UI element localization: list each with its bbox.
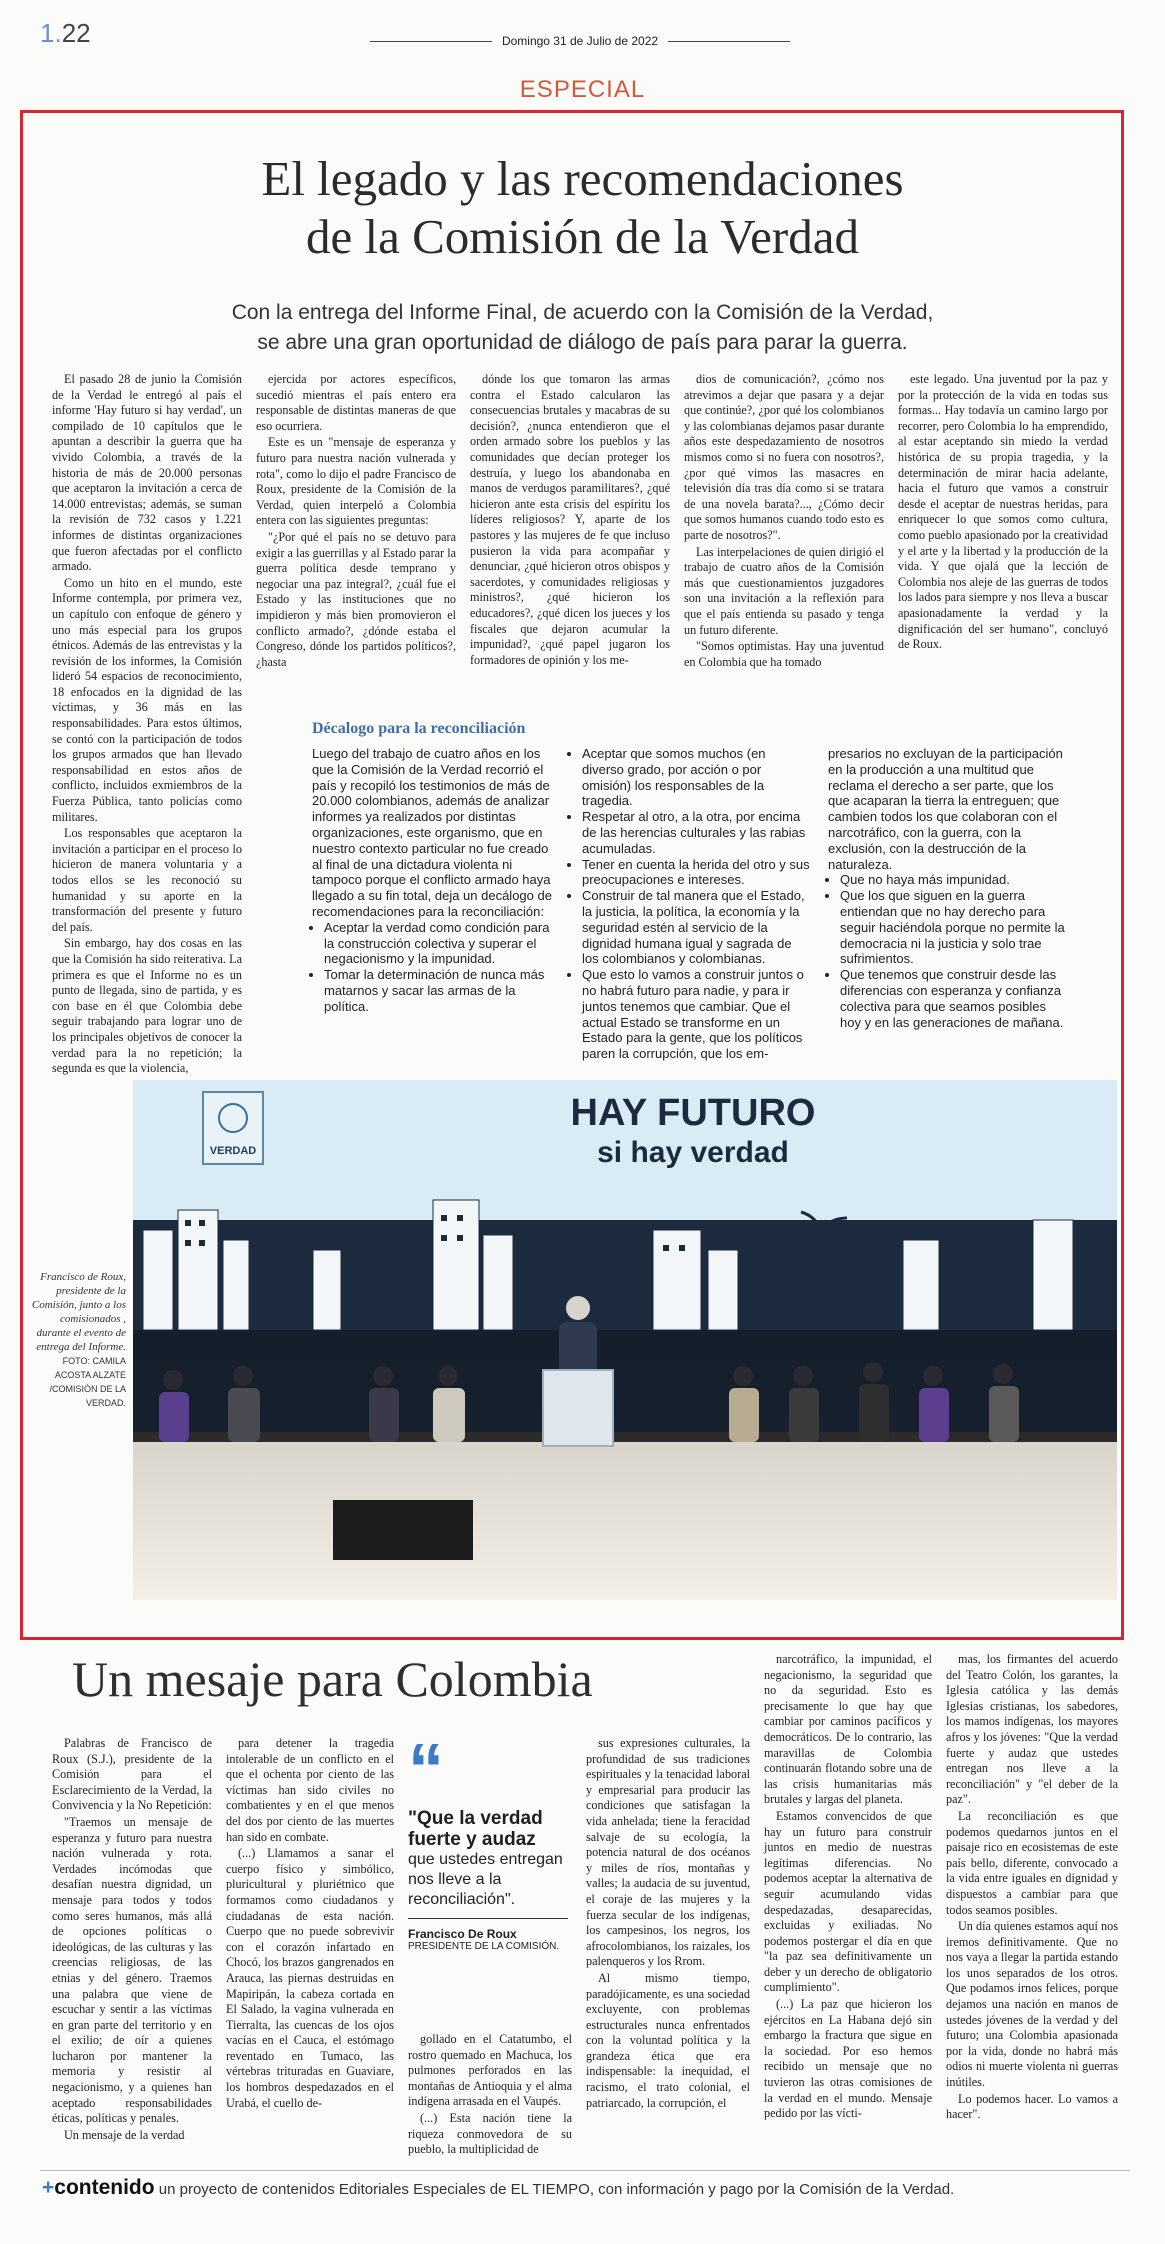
paragraph: Un día quienes estamos aquí nos iremos definitivamente. Que no nos vaya a llegar la partida estando los unos separados de los otros. Que podamos irnos felices, porque dejamos una nación en manos de ustedes jóvenes de la verdad y del futuro; una Colombia apasionada por la vida, donde no habrá más odios ni muerte violenta ni guerras inútiles. (946, 1919, 1118, 2090)
banner-line-1: HAY FUTURO (570, 1092, 816, 1134)
quote-author-role: PRESIDENTE DE LA COMISIÓN. (408, 1941, 560, 1952)
quote-mark-icon: “ (408, 1730, 444, 1810)
date-rule-right (668, 41, 790, 42)
paragraph: La reconciliación es que podemos quedarnos juntos en el paisaje rico en ecosistemas de este país bello, diferente, convocado a la vida entre iguales en dignidad y dispuestos a cambiar para que todos seamos posibles. (946, 1808, 1118, 1917)
main-headline (0, 150, 1165, 266)
paragraph: (...) La paz que hicieron los ejércitos en La Habana dejó sin embargo la fractura que sigue en la sociedad. Por eso hemos recibido un mensaje que no tuvieron las otras comisiones de la verdad en el mundo. Mensaje pedido por las vícti- (764, 1997, 932, 2121)
decalogo-title: Décalogo para la reconciliación (312, 720, 526, 737)
paragraph: mas, los firmantes del acuerdo del Teatro Colón, los garantes, la Iglesia católica y las demás Iglesias cristianas, los sabedores, los mamos indígenas, los mayores afros y los jóvenes: "Que la verdad fuerte y audaz que ustedes entregan nos lleve a la reconciliación" y "el deber de la paz". (946, 1652, 1118, 1807)
pull-quote (408, 1730, 568, 1952)
photo-credit: FOTO: CAMILA ACOSTA ALZATE /COMISIÓN DE LA VERDAD. (49, 1356, 126, 1408)
issue-date: Domingo 31 de Julio de 2022 (501, 34, 659, 48)
paragraph: dios de comunicación?, ¿cómo nos atrevimos a dejar que pasara y a dejar que continúe?, ¿por qué los colombianos y las colombianas dejamos pasar durante años este despedazamiento de nosotros mismos como si no fuera con nosotros?, ¿por qué vimos las masacres en televisión día tras día como si se tratara de una novela barata?..., ¿Cómo decir que somos humanos cuando todo esto es parte de nosotros?". (684, 372, 884, 542)
paragraph: ejercida por actores específicos, sucedió mientras el país entero era responsable de distintas maneras de que eso ocurriera. (256, 372, 456, 433)
headline-line-2: de la Comisión de la Verdad (306, 209, 859, 264)
paragraph: Estamos convencidos de que hay un futuro para construir juntos en medio de nuestras legítimas diferencias. No podemos aceptar la alternativa de seguir acumulando vidas despedazadas, desaparecidas, excluidas y exiliadas. No podemos postergar el día en que "la paz sea definitivamente un deber y un derecho de obligatorio cumplimiento". (764, 1808, 932, 1995)
decalogo-item: • Que los que siguen en la guerra entiendan que no hay derecho para seguir haciéndola porque no permite la democracia ni la justicia y solo trae sufrimientos. (840, 888, 1068, 967)
paragraph: (...) Esta nación tiene la riqueza conmovedora de su pueblo, la multiplicidad de (408, 2110, 572, 2157)
podium (543, 1370, 613, 1446)
footer-rule (40, 2170, 1130, 2171)
article1-column-4 (684, 372, 884, 671)
decalogo-column-1 (312, 746, 552, 1015)
paragraph: gollado en el Catatumbo, el rostro quemado en Machuca, los pulmones perforados en las montañas de Antioquia y el alma indígena arrasada en el Vaupés. (408, 2032, 572, 2109)
paragraph: Lo podemos hacer. Lo vamos a hacer". (946, 2091, 1118, 2122)
paragraph: (...) Llamamos a sanar el cuerpo físico y simbólico, pluricultural y pluriétnico que formamos como ciudadanos y ciudadanas de esta nación. Cuerpo que no puede sobrevivir con el corazón infartado en Chocó, los brazos gangrenados en Arauca, las piernas destruidas en Mapiripán, la cabeza cortada en El Salado, la vagina vulnerada en Tierralta, las cuencas de los ojos vacías en el Cauca, el estómago reventado en Tumaco, las vértebras trituradas en Guaviare, los hombros despedazados en el Urabá, el cuello de- (226, 1846, 394, 2110)
paragraph: narcotráfico, la impunidad, el negacionismo, la seguridad que no da seguridad. Esto es precisamente lo que hay que cambiar por caminos pacíficos y democráticos. De lo contrario, las maravillas de Colombia continuarán flotando sobre una de las crisis humanitarias más brutales y largas del planeta. (764, 1652, 932, 1807)
article2-column-2b (408, 2032, 572, 2159)
footer (42, 2176, 1132, 2200)
article2-column-3 (586, 1736, 750, 2112)
decalogo-column-2 (570, 746, 810, 1062)
paragraph: "Traemos un mensaje de esperanza y futuro para nuestra nación vulnerada y rota. Verdades incómodas que desafían nuestra dignidad, un mensaje para todos y todos como seres humanos, más allá de opciones políticas o ideológicas, de las culturas y las creencias religiosas, de las etnias y del género. Traemos una palabra que viene de escuchar y sentir a las víctimas en gran parte del territorio y en el exilio; de oír a quienes lucharon por mantener la memoria y resistir al negacionismo, y a quienes han aceptado responsabilidades éticas, políticas y penales. (52, 1814, 212, 2126)
headline-line-1: El legado y las recomendaciones (261, 151, 904, 206)
deck-line-2: se abre una gran oportunidad de diálogo de país para parar la guerra. (257, 331, 908, 354)
paragraph: Al mismo tiempo, paradójicamente, es una sociedad excluyente, con problemas estructurales nunca enfrentados con la voluntad política y la grandeza ética que era indispensable: la inequidad, el racismo, el trato colonial, el patriarcado, la corrupción, el (586, 1970, 750, 2110)
deck-line-1: Con la entrega del Informe Final, de acuerdo con la Comisión de la Verdad, (231, 301, 934, 324)
decalogo-item: • Aceptar que somos muchos (en diverso grado, por acción o por omisión) los responsables de la tragedia. (582, 746, 810, 809)
decalogo-item: • Que tenemos que construir desde las diferencias con esperanza y confianza colectiva para que seamos posibles hoy y en las generaciones de mañana. (840, 967, 1068, 1030)
deck (0, 298, 1165, 358)
paragraph: Este es un "mensaje de esperanza y futuro para nuestra nación vulnerada y rota", como lo dijo el padre Francisco de Roux, presidente de la Comisión de la Verdad, quien interpeló a Colombia entera con las siguientes preguntas: (256, 435, 456, 528)
second-headline: Un mesaje para Colombia (72, 1651, 593, 1707)
decalogo-item: • Aceptar la verdad como condición para la construcción colectiva y superar el negacionismo y la impunidad. (324, 920, 552, 967)
decalogo-column-3 (828, 746, 1068, 1030)
article2-column-4 (764, 1652, 932, 2123)
article1-column-1 (52, 372, 242, 1078)
section-label: ESPECIAL (519, 76, 646, 103)
paragraph: Los responsables que aceptaron la invitación a participar en el proceso lo hicieron de manera voluntaria y a todos ellos se les reconoció su humanidad y su aporte en la transformación del presente y futuro del país. (52, 826, 242, 934)
brand-word: contenido (54, 2176, 155, 2199)
footer-text: un proyecto de contenidos Editoriales Especiales de EL TIEMPO, con información y pago por la Comisión de la Verdad. (158, 2181, 955, 2198)
quote-bold-text: "Que la verdad fuerte y audaz (408, 1808, 543, 1850)
article1-column-2 (256, 372, 456, 671)
quote-author: Francisco De Roux (408, 1927, 517, 1941)
banner-line-2: si hay verdad (597, 1136, 789, 1169)
stage-floor (133, 1440, 1117, 1600)
paragraph: El pasado 28 de junio la Comisión de la Verdad le entregó al país el informe 'Hay futuro si hay verdad', un compilado de 10 capítulos que le apuntan a describir la guerra que ha vivido Colombia, a través de la historia de más de 20.000 personas que aceptaron la invitación a cerca de 14.000 entrevistas; además, se suman la revisión de 732 casos y 1.221 informes de distintas organizaciones que fueron afectadas por el conflicto armado. (52, 372, 242, 574)
article2-column-2 (226, 1736, 394, 2112)
paragraph: Las interpelaciones de quien dirigió el trabajo de cuatro años de la Comisión más que cuestionamientos juzgadores son una invitación a la reflexión para que el país entienda su pasado y tenga un futuro diferente. (684, 544, 884, 637)
decalogo-continuation: presarios no excluyan de la participación en la producción a una multitud que reclama el derecho a ser parte, que los que acaparan la tierra la entreguen; que cambien todos los que colaboran con el narcotráfico, con la guerra, con la exclusión, con la destrucción de la naturaleza. (828, 746, 1063, 872)
plus-icon: + (42, 2176, 55, 2199)
decalogo-item: • Respetar al otro, a la otra, por encima de las herencias culturales y las rabias acumuladas. (582, 809, 810, 856)
paragraph: "Somos optimistas. Hay una juventud en Colombia que ha tomado (684, 639, 884, 669)
stage-monitor (333, 1500, 473, 1560)
decalogo-item: • Construir de tal manera que el Estado, la justicia, la política, la economía y la seguridad estén al servicio de la dignidad humana igual y sagrada de los colombianos y colombianas. (582, 888, 810, 967)
article1-column-3 (470, 372, 670, 669)
paragraph: este legado. Una juventud por la paz y por la protección de la vida en todas sus formas... Hay todavía un camino largo por recorrer, pero Colombia lo ha emprendido, al estar aceptando sin miedo la verdad histórica de su propia tragedia, y la determinación de mirar hacia adelante, hacia el futuro que vamos a construir desde el aceptar de nuestras heridas, para enriquecer lo que somos como cultura, como pueblo apasionado por la creatividad y el arte y la libertad y la producción de la vida. Y que ojalá que la lección de Colombia nos aleje de las guerras de todos los lados para siempre y nos lleva a buscar apasionadamente la verdad y la dignificación del ser humano", concluyó de Roux. (898, 372, 1108, 652)
logo-text: VERDAD (209, 1145, 257, 1157)
paragraph: Palabras de Francisco de Roux (S.J.), presidente de la Comisión para el Esclarecimiento de la Verdad, la Convivencia y la No Repetición: (52, 1736, 212, 1813)
paragraph: para detener la tragedia intolerable de un conflicto en el que el ochenta por ciento de las víctimas han sido civiles no combatientes y en el que menos del dos por ciento de las muertes han sido en combate. (226, 1736, 394, 1844)
date-bar (370, 34, 790, 48)
caption-text: Francisco de Roux, presidente de la Comisión, junto a los comisionados , durante el evento de entrega del Informe. (31, 1271, 126, 1353)
paragraph: dónde los que tomaron las armas contra el Estado calcularon las consecuencias brutales y macabras de su decisión?, ¿nunca entendieron que el orden armado sobre los pueblos y las comunidades que decían proteger los destruía, y luego los abandonaba en manos de verdugos paramilitares?, ¿qué hicieron ante esta crisis del espíritu los líderes religiosos? Y, aparte de los pastores y las mujeres de fe que incluso pusieron la vida para acompañar y denunciar, ¿qué hicieron otros obispos y sacerdotes, y comunidades religiosas y ministros?, ¿qué hicieron los educadores?, ¿qué dicen los jueces y los fiscales que dejaron acumular la impunidad?, ¿qué papel jugaron los formadores de opinión y los me- (470, 372, 670, 667)
page-number: 1.22 (40, 18, 91, 48)
article2-column-5 (946, 1652, 1118, 2124)
paragraph: Un mensaje de la verdad (64, 2127, 185, 2142)
date-rule-left (370, 41, 492, 42)
quote-divider (408, 1918, 568, 1919)
quote-text: que ustedes entregan nos lleve a la reconciliación". (408, 1851, 563, 1908)
photo-caption (28, 1270, 126, 1410)
paragraph: Sin embargo, hay dos cosas en las que la Comisión ha sido reiterativa. La primera es que el Informe no es un punto de llegada, sino de partida, y es con base en él que Colombia debe seguir trabajando para lograr uno de los principales objetivos de conocer la verdad para la no repetición; la segunda es que la violencia, (52, 936, 242, 1076)
article2-column-1 (52, 1736, 212, 2144)
article1-column-5 (898, 372, 1108, 654)
event-photo (133, 1080, 1117, 1600)
paragraph: Como un hito en el mundo, este Informe contempla, por primera vez, un capítulo con enfoque de género y uno más especial para los grupos étnicos. Además de las entrevistas y la revisión de los informes, la Comisión lideró 54 espacios de reconocimiento, 18 enfocados en la dignidad de las víctimas, y 36 más en las responsabilidades. Para estos últimos, se contó con la participación de todos los grupos armados que han llevado responsabilidad en estos años de conflicto, incluidos exmiembros de la Fuerza Pública, tanto policías como militares. (52, 575, 242, 824)
stage-illustration (133, 1080, 1117, 1600)
decalogo-item: • Que no haya más impunidad. (840, 872, 1068, 888)
paragraph: "¿Por qué el país no se detuvo para exigir a las guerrillas y al Estado parar la guerra política desde temprano y negociar una paz integral?, ¿cuál fue el Estado y las instituciones que no impidieron y más bien promovieron el conflicto armado?, ¿dónde estaba el Congreso, dónde los partidos políticos?, ¿hasta (256, 529, 456, 669)
decalogo-item: • Tomar la determinación de nunca más matarnos y sacar las armas de la política. (324, 967, 552, 1014)
contenido-logo (42, 2176, 155, 2199)
paragraph: sus expresiones culturales, la profundidad de sus tradiciones espirituales y la tenacidad laboral y empresarial para producir las condiciones que satisfagan la vida anhelada; tiene la feracidad salvaje de su ecología, la potencia natural de dos océanos y miles de ríos, montañas y valles; la audacia de su juventud, el coraje de las mujeres y la fuerza secular de los indígenas, los campesinos, los negros, los afrocolombianos, los raizales, los palenqueros y los Rrom. (586, 1736, 750, 1969)
decalogo-intro: Luego del trabajo de cuatro años en los que la Comisión de la Verdad recorrió el país y recopiló los testimonios de más de 20.000 colombianos, además de analizar informes ya realizados por distintas organizaciones, este organismo, que en nuestro contexto particular no fue creado al final de una dictadura violenta ni tampoco porque el conflicto armado haya llegado a su fin total, deja un decálogo de recomendaciones para la reconciliación: (312, 746, 552, 919)
decalogo-item: • Que esto lo vamos a construir juntos o no habrá futuro para nadie, y para ir juntos tenemos que cambiar. Que el actual Estado se transforme en un Estado para la gente, que los políticos paren la corrupción, que los em- (582, 967, 810, 1062)
decalogo-item: • Tener en cuenta la herida del otro y sus preocupaciones e intereses. (582, 857, 810, 889)
